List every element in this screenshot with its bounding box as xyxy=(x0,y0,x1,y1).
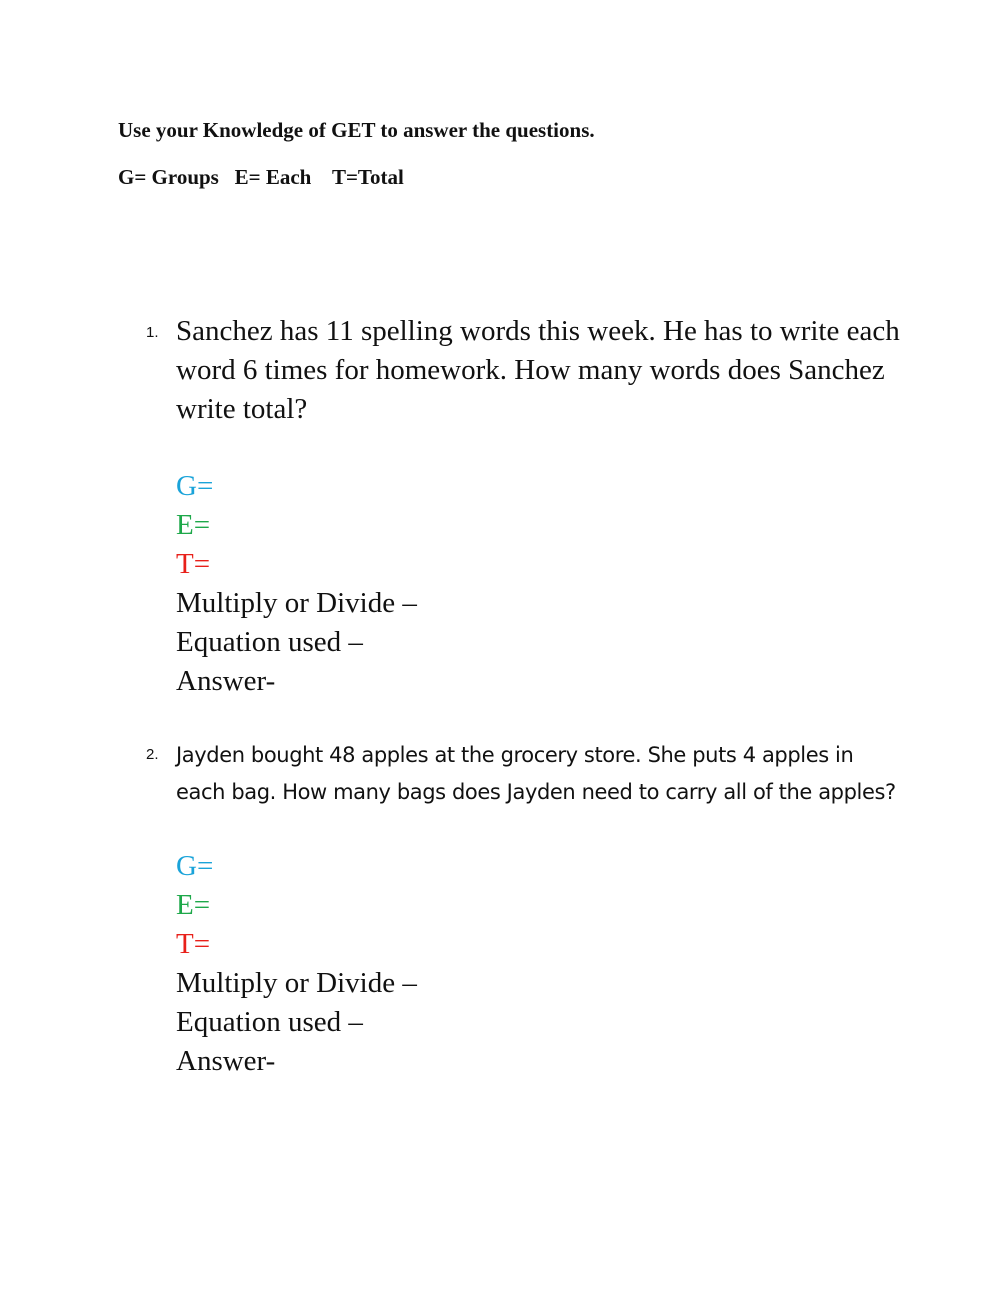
equation-field[interactable]: Equation used – xyxy=(176,1006,363,1038)
question-text: Jayden bought 48 apples at the grocery store. She puts 4 apples in each bag. How many bags does Jayden need to carry all of the apples? xyxy=(176,743,896,804)
groups-field[interactable]: G= xyxy=(176,470,214,502)
total-field[interactable]: T= xyxy=(176,548,211,580)
question-number: 2. xyxy=(146,746,159,763)
question-number: 1. xyxy=(146,324,159,341)
groups-field[interactable]: G= xyxy=(176,850,214,882)
equation-field[interactable]: Equation used – xyxy=(176,626,363,658)
answer-field[interactable]: Answer- xyxy=(176,665,276,697)
question-2 xyxy=(146,737,906,1081)
get-legend: G= Groups E= Each T=Total xyxy=(118,165,404,189)
operation-field[interactable]: Multiply or Divide – xyxy=(176,587,417,619)
question-text: Sanchez has 11 spelling words this week. He has to write each word 6 times for homework. How many words does Sanchez write total? xyxy=(176,315,900,425)
answer-fields xyxy=(176,847,906,1081)
operation-field[interactable]: Multiply or Divide – xyxy=(176,967,417,999)
each-field[interactable]: E= xyxy=(176,889,211,921)
answer-fields xyxy=(176,467,906,701)
answer-field[interactable]: Answer- xyxy=(176,1045,276,1077)
total-field[interactable]: T= xyxy=(176,928,211,960)
each-field[interactable]: E= xyxy=(176,509,211,541)
question-1 xyxy=(146,312,906,701)
instructions-text: Use your Knowledge of GET to answer the questions. xyxy=(118,118,595,142)
